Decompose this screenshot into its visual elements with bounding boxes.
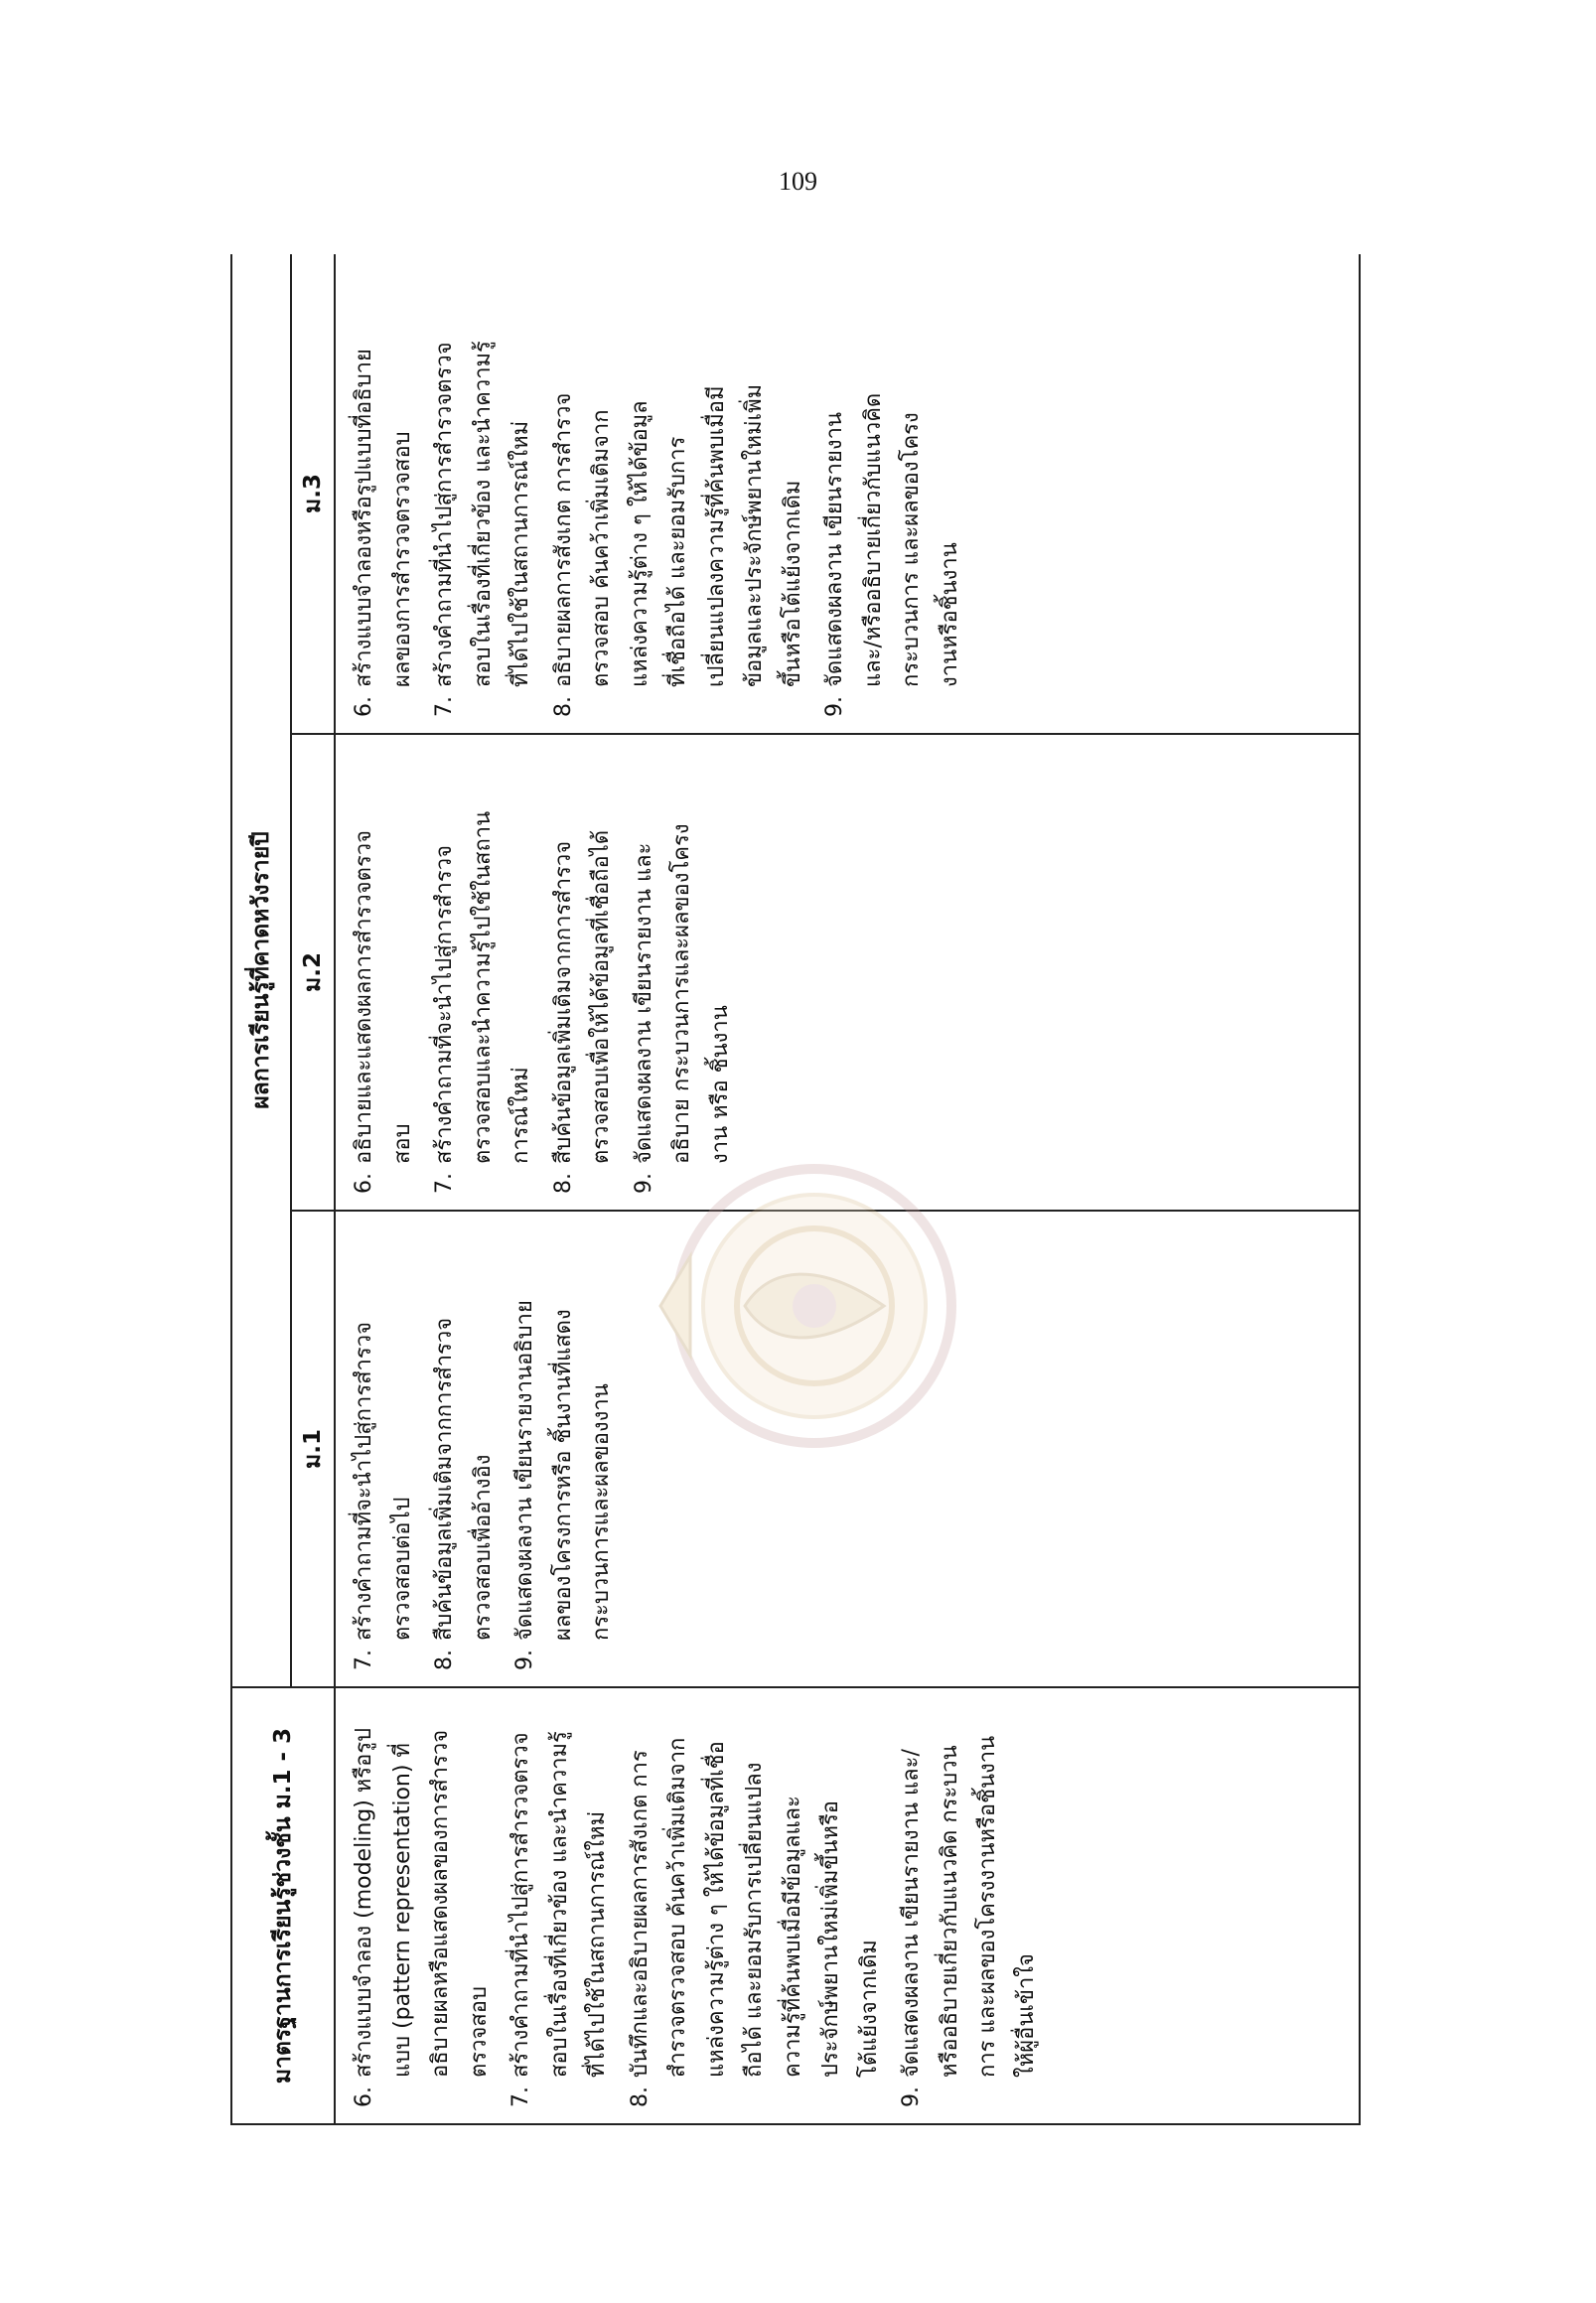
m2-outcomes-cell: [335, 734, 1360, 1211]
list-item: 6. สร้างแบบจำลอง (modeling) หรือรูป แบบ (pattern representation) ที่ อธิบายผลหรือแสดงผลของการสำรวจ ตรวจสอบ: [352, 1727, 492, 2107]
outcomes-group-header: ผลการเรียนรู้ที่คาดหวังรายปี: [231, 254, 291, 1687]
list-item: 9. จัดแสดงผลงาน เขียนรายงาน และ/หรืออธิบายเกี่ยวกับแนวคิด กระบวนการ และผลของโครง งานหรือชิ้นงาน: [822, 392, 962, 717]
standards-column-header: มาตรฐานการเรียนรู้ช่วงชั้น ม.1 - 3: [231, 1687, 335, 2124]
page-number: 109: [779, 167, 817, 196]
list-item: 9. จัดแสดงผลงาน เขียนรายงานอธิบาย ผลของโครงการหรือ ชิ้นงานที่แสดง กระบวนการและผลของงาน: [512, 1300, 614, 1670]
list-item: 6. อธิบายและแสดงผลการสำรวจตรวจ สอบ: [352, 829, 415, 1194]
list-item: 7. สร้างคำถามที่นำไปสู่การสำรวจตรวจ สอบในเรื่องที่เกี่ยวข้อง และนำความรู้ ที่ได้ไปใช้ในสถานการณ์ใหม่: [432, 341, 533, 717]
list-item: 8. สืบค้นข้อมูลเพิ่มเติมจากการสำรวจ ตรวจสอบเพื่อให้ได้ข้อมูลที่เชื่อถือได้: [550, 829, 614, 1194]
list-item: 8. สืบค้นข้อมูลเพิ่มเติมจากการสำรวจ ตรวจสอบเพื่ออ้างอิง: [432, 1317, 496, 1670]
list-item: 8. อธิบายผลการสังเกต การสำรวจ ตรวจสอบ ค้นคว้าเพิ่มเติมจาก แหล่งความรู้ต่าง ๆ ให้ได้ข้อมูล ที่เชื่อถือได้ และยอมรับการ เปลี่ยนแปลงความรู้ที่ค้นพบเมื่อมี ข้อมูลและประจักษ์พยานใหม่เพิ่ม ขึ้นหรือโต้แย้งจากเดิม: [550, 383, 805, 717]
grade-m2-header: ม.2: [291, 734, 335, 1211]
seal-watermark: [655, 1142, 973, 1470]
grade-m3-header: ม.3: [291, 254, 335, 734]
standards-cell: [335, 1687, 1360, 2124]
list-item: 9. จัดแสดงผลงาน เขียนรายงาน และ อธิบาย กระบวนการและผลของโครง งาน หรือ ชิ้นงาน: [631, 823, 733, 1194]
list-item: 7. สร้างคำถามที่จะนำไปสู่การสำรวจ ตรวจสอบและนำความรู้ไปใช้ในสถาน การณ์ใหม่: [432, 810, 533, 1194]
list-item: 7. สร้างคำถามที่นำไปสู่การสำรวจตรวจ สอบในเรื่องที่เกี่ยวข้อง และนำความรู้ ที่ได้ไปใช้ในสถานการณ์ใหม่: [508, 1731, 610, 2107]
grade-m1-header: ม.1: [291, 1211, 335, 1687]
m3-outcomes-cell: [335, 254, 1360, 734]
list-item: 8. บันทึกและอธิบายผลการสังเกต การ สำรวจตรวจสอบ ค้นคว้าเพิ่มเติมจาก แหล่งความรู้ต่าง ๆ ให้ได้ข้อมูลที่เชื่อ ถือได้ และยอมรับการเปลี่ยนแปลง ความรู้ที่ค้นพบเมื่อมีข้อมูลและ ประจักษ์พยานใหม่เพิ่มขึ้นหรือ โต้แย้งจากเดิม: [627, 1737, 882, 2107]
list-item: 6. สร้างแบบจำลองหรือรูปแบบที่อธิบาย ผลของการสำรวจตรวจสอบ: [352, 349, 415, 717]
list-item: 7. สร้างคำถามที่จะนำไปสู่การสำรวจ ตรวจสอบต่อไป: [352, 1322, 415, 1670]
list-item: 9. จัดแสดงผลงาน เขียนรายงาน และ/ หรืออธิบายเกี่ยวกับแนวคิด กระบวน การ และผลของโครงงานหรือชิ้นงาน ให้ผู้อื่นเข้าใจ: [899, 1735, 1039, 2107]
